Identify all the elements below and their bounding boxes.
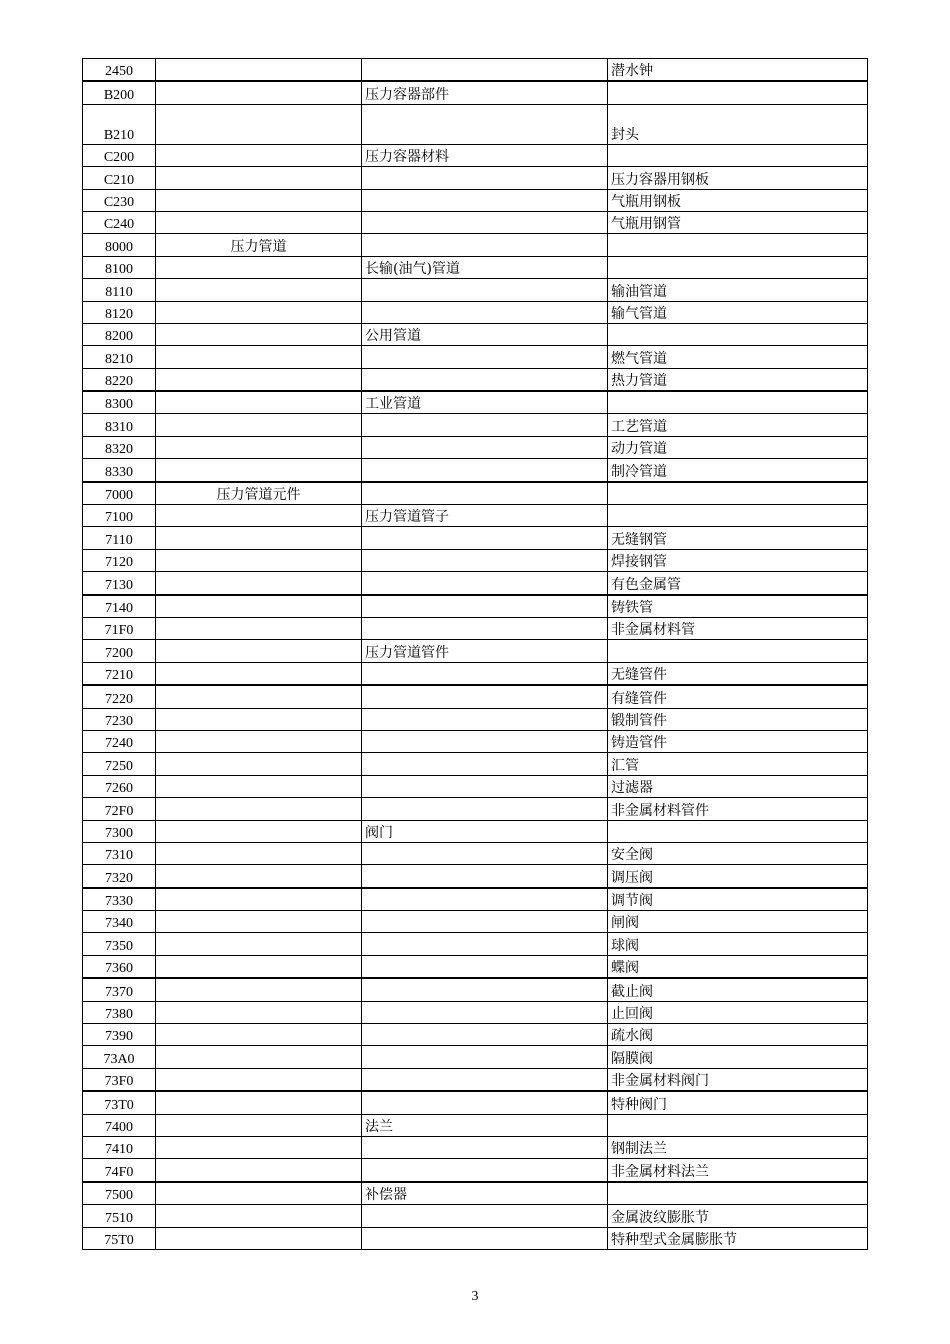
level2-cell bbox=[362, 662, 608, 685]
code-cell: 8100 bbox=[83, 256, 156, 278]
table-row bbox=[83, 234, 868, 256]
level3-cell: 非金属材料管 bbox=[608, 617, 868, 639]
code-cell: 8220 bbox=[83, 368, 156, 391]
table-row bbox=[83, 798, 868, 820]
code-cell: 7410 bbox=[83, 1136, 156, 1158]
level3-cell: 焊接钢管 bbox=[608, 549, 868, 571]
level2-cell bbox=[362, 753, 608, 775]
level3-cell: 过滤器 bbox=[608, 775, 868, 797]
table-row bbox=[83, 730, 868, 752]
level3-cell: 铸铁管 bbox=[608, 595, 868, 618]
level1-cell bbox=[156, 167, 362, 189]
level1-cell bbox=[156, 978, 362, 1001]
table-row bbox=[83, 1227, 868, 1249]
table-row bbox=[83, 753, 868, 775]
level2-cell bbox=[362, 234, 608, 256]
code-cell: 7350 bbox=[83, 933, 156, 955]
level1-cell bbox=[156, 279, 362, 301]
level2-cell bbox=[362, 1091, 608, 1114]
level3-cell bbox=[608, 256, 868, 278]
table-row bbox=[83, 104, 868, 144]
level2-cell bbox=[362, 572, 608, 595]
level1-cell bbox=[156, 1182, 362, 1205]
level3-cell bbox=[608, 234, 868, 256]
level1-cell bbox=[156, 301, 362, 323]
level2-cell bbox=[362, 685, 608, 708]
level2-cell: 压力容器部件 bbox=[362, 81, 608, 104]
level3-cell: 燃气管道 bbox=[608, 346, 868, 368]
table-row bbox=[83, 978, 868, 1001]
level3-cell: 气瓶用钢管 bbox=[608, 211, 868, 233]
level1-cell bbox=[156, 911, 362, 933]
level2-cell bbox=[362, 368, 608, 391]
table-row bbox=[83, 572, 868, 595]
code-cell: 7200 bbox=[83, 640, 156, 662]
level2-cell bbox=[362, 1205, 608, 1227]
level3-cell bbox=[608, 505, 868, 527]
level3-cell bbox=[608, 323, 868, 345]
table-row bbox=[83, 1046, 868, 1068]
code-cell: 7510 bbox=[83, 1205, 156, 1227]
level1-cell bbox=[156, 1024, 362, 1046]
level3-cell: 有色金属管 bbox=[608, 572, 868, 595]
level3-cell: 制冷管道 bbox=[608, 459, 868, 482]
level2-cell bbox=[362, 59, 608, 82]
table-row bbox=[83, 911, 868, 933]
table-row bbox=[83, 368, 868, 391]
code-cell: 71F0 bbox=[83, 617, 156, 639]
level3-cell: 安全阀 bbox=[608, 842, 868, 864]
level3-cell: 热力管道 bbox=[608, 368, 868, 391]
level3-cell: 无缝钢管 bbox=[608, 527, 868, 549]
code-cell: 7260 bbox=[83, 775, 156, 797]
table-row bbox=[83, 59, 868, 82]
code-cell: 7400 bbox=[83, 1114, 156, 1136]
level1-cell bbox=[156, 1046, 362, 1068]
level1-cell bbox=[156, 955, 362, 978]
level1-cell bbox=[156, 685, 362, 708]
code-cell: 7320 bbox=[83, 865, 156, 888]
level1-cell bbox=[156, 1068, 362, 1091]
code-cell: 7210 bbox=[83, 662, 156, 685]
table-row bbox=[83, 81, 868, 104]
table-row bbox=[83, 323, 868, 345]
level1-cell bbox=[156, 820, 362, 842]
table-row bbox=[83, 211, 868, 233]
code-cell: 7230 bbox=[83, 708, 156, 730]
level2-cell bbox=[362, 865, 608, 888]
level3-cell bbox=[608, 144, 868, 166]
level2-cell bbox=[362, 911, 608, 933]
table-row bbox=[83, 640, 868, 662]
level2-cell: 长输(油气)管道 bbox=[362, 256, 608, 278]
level2-cell bbox=[362, 730, 608, 752]
table-row bbox=[83, 279, 868, 301]
table-row bbox=[83, 505, 868, 527]
code-cell: 8320 bbox=[83, 436, 156, 458]
level1-cell bbox=[156, 211, 362, 233]
code-cell: 72F0 bbox=[83, 798, 156, 820]
code-cell: 7120 bbox=[83, 549, 156, 571]
level2-cell bbox=[362, 1001, 608, 1023]
level3-cell: 非金属材料管件 bbox=[608, 798, 868, 820]
level3-cell: 封头 bbox=[608, 104, 868, 144]
level2-cell bbox=[362, 346, 608, 368]
code-cell: C230 bbox=[83, 189, 156, 211]
level2-cell bbox=[362, 279, 608, 301]
level3-cell: 球阀 bbox=[608, 933, 868, 955]
level3-cell: 无缝管件 bbox=[608, 662, 868, 685]
classification-table bbox=[82, 58, 868, 1250]
table-row bbox=[83, 708, 868, 730]
level1-cell bbox=[156, 753, 362, 775]
table-row bbox=[83, 527, 868, 549]
level1-cell bbox=[156, 595, 362, 618]
level3-cell: 有缝管件 bbox=[608, 685, 868, 708]
code-cell: 7360 bbox=[83, 955, 156, 978]
level1-cell bbox=[156, 436, 362, 458]
code-cell: 8300 bbox=[83, 391, 156, 414]
table-row bbox=[83, 144, 868, 166]
code-cell: 7340 bbox=[83, 911, 156, 933]
level2-cell: 压力管道管子 bbox=[362, 505, 608, 527]
level1-cell bbox=[156, 59, 362, 82]
code-cell: 73F0 bbox=[83, 1068, 156, 1091]
level1-cell bbox=[156, 730, 362, 752]
level2-cell: 法兰 bbox=[362, 1114, 608, 1136]
level1-cell bbox=[156, 368, 362, 391]
code-cell: C210 bbox=[83, 167, 156, 189]
code-cell: 7310 bbox=[83, 842, 156, 864]
level1-cell bbox=[156, 1136, 362, 1158]
level3-cell: 闸阀 bbox=[608, 911, 868, 933]
level3-cell: 隔膜阀 bbox=[608, 1046, 868, 1068]
level3-cell: 潜水钟 bbox=[608, 59, 868, 82]
table-row bbox=[83, 1068, 868, 1091]
table-row bbox=[83, 888, 868, 911]
level2-cell bbox=[362, 1136, 608, 1158]
code-cell: 7220 bbox=[83, 685, 156, 708]
table-row bbox=[83, 1091, 868, 1114]
code-cell: 7240 bbox=[83, 730, 156, 752]
table-row bbox=[83, 775, 868, 797]
level3-cell: 调节阀 bbox=[608, 888, 868, 911]
level1-cell: 压力管道 bbox=[156, 234, 362, 256]
level1-cell bbox=[156, 414, 362, 436]
level1-cell bbox=[156, 933, 362, 955]
level1-cell bbox=[156, 527, 362, 549]
level2-cell bbox=[362, 436, 608, 458]
level3-cell: 特种型式金属膨胀节 bbox=[608, 1227, 868, 1249]
level1-cell bbox=[156, 1114, 362, 1136]
level3-cell: 钢制法兰 bbox=[608, 1136, 868, 1158]
level2-cell bbox=[362, 708, 608, 730]
code-cell: 7390 bbox=[83, 1024, 156, 1046]
level3-cell: 特种阀门 bbox=[608, 1091, 868, 1114]
level2-cell bbox=[362, 617, 608, 639]
table-row bbox=[83, 662, 868, 685]
level2-cell bbox=[362, 211, 608, 233]
level3-cell bbox=[608, 1114, 868, 1136]
table-row bbox=[83, 436, 868, 458]
level2-cell bbox=[362, 1046, 608, 1068]
level2-cell bbox=[362, 888, 608, 911]
level3-cell: 金属波纹膨胀节 bbox=[608, 1205, 868, 1227]
table-row bbox=[83, 414, 868, 436]
code-cell: 8330 bbox=[83, 459, 156, 482]
level3-cell bbox=[608, 482, 868, 505]
level1-cell bbox=[156, 865, 362, 888]
table-row bbox=[83, 595, 868, 618]
level1-cell bbox=[156, 775, 362, 797]
code-cell: 7250 bbox=[83, 753, 156, 775]
level2-cell bbox=[362, 549, 608, 571]
level2-cell: 公用管道 bbox=[362, 323, 608, 345]
level1-cell bbox=[156, 549, 362, 571]
table-row bbox=[83, 1001, 868, 1023]
level3-cell: 蝶阀 bbox=[608, 955, 868, 978]
level2-cell bbox=[362, 955, 608, 978]
code-cell: 7370 bbox=[83, 978, 156, 1001]
level1-cell bbox=[156, 1001, 362, 1023]
code-cell: 7380 bbox=[83, 1001, 156, 1023]
table-row bbox=[83, 391, 868, 414]
table-row bbox=[83, 1182, 868, 1205]
code-cell: B200 bbox=[83, 81, 156, 104]
level3-cell bbox=[608, 1182, 868, 1205]
level1-cell bbox=[156, 144, 362, 166]
code-cell: 7130 bbox=[83, 572, 156, 595]
level3-cell bbox=[608, 391, 868, 414]
level3-cell: 止回阀 bbox=[608, 1001, 868, 1023]
level1-cell bbox=[156, 346, 362, 368]
level2-cell bbox=[362, 842, 608, 864]
table-row bbox=[83, 685, 868, 708]
level1-cell bbox=[156, 640, 362, 662]
level2-cell: 工业管道 bbox=[362, 391, 608, 414]
level1-cell bbox=[156, 1159, 362, 1182]
code-cell: 75T0 bbox=[83, 1227, 156, 1249]
level2-cell bbox=[362, 595, 608, 618]
code-cell: 8110 bbox=[83, 279, 156, 301]
level2-cell bbox=[362, 301, 608, 323]
table-body bbox=[83, 59, 868, 1250]
table-row bbox=[83, 933, 868, 955]
level3-cell: 疏水阀 bbox=[608, 1024, 868, 1046]
level3-cell: 工艺管道 bbox=[608, 414, 868, 436]
level3-cell: 非金属材料法兰 bbox=[608, 1159, 868, 1182]
level1-cell bbox=[156, 505, 362, 527]
level2-cell bbox=[362, 414, 608, 436]
table-row bbox=[83, 482, 868, 505]
level3-cell: 输气管道 bbox=[608, 301, 868, 323]
level1-cell bbox=[156, 617, 362, 639]
level1-cell bbox=[156, 391, 362, 414]
table-row bbox=[83, 346, 868, 368]
level1-cell bbox=[156, 798, 362, 820]
table-row bbox=[83, 955, 868, 978]
level2-cell bbox=[362, 775, 608, 797]
table-row bbox=[83, 459, 868, 482]
level1-cell bbox=[156, 323, 362, 345]
level2-cell: 补偿器 bbox=[362, 1182, 608, 1205]
level3-cell: 截止阀 bbox=[608, 978, 868, 1001]
code-cell: 7330 bbox=[83, 888, 156, 911]
level1-cell bbox=[156, 1205, 362, 1227]
level3-cell: 调压阀 bbox=[608, 865, 868, 888]
code-cell: 74F0 bbox=[83, 1159, 156, 1182]
level2-cell bbox=[362, 189, 608, 211]
level2-cell bbox=[362, 527, 608, 549]
code-cell: 7000 bbox=[83, 482, 156, 505]
level2-cell bbox=[362, 1024, 608, 1046]
level3-cell bbox=[608, 820, 868, 842]
level3-cell: 气瓶用钢板 bbox=[608, 189, 868, 211]
level2-cell bbox=[362, 978, 608, 1001]
code-cell: 7300 bbox=[83, 820, 156, 842]
table-row bbox=[83, 189, 868, 211]
code-cell: C240 bbox=[83, 211, 156, 233]
table-row bbox=[83, 549, 868, 571]
table-row bbox=[83, 256, 868, 278]
code-cell: 7140 bbox=[83, 595, 156, 618]
level1-cell bbox=[156, 1227, 362, 1249]
level1-cell bbox=[156, 256, 362, 278]
level1-cell bbox=[156, 842, 362, 864]
code-cell: 8310 bbox=[83, 414, 156, 436]
level3-cell bbox=[608, 81, 868, 104]
level2-cell: 压力容器材料 bbox=[362, 144, 608, 166]
level3-cell bbox=[608, 640, 868, 662]
code-cell: 7110 bbox=[83, 527, 156, 549]
level1-cell bbox=[156, 104, 362, 144]
level1-cell: 压力管道元件 bbox=[156, 482, 362, 505]
level3-cell: 动力管道 bbox=[608, 436, 868, 458]
table-row bbox=[83, 842, 868, 864]
code-cell: 7500 bbox=[83, 1182, 156, 1205]
table-row bbox=[83, 617, 868, 639]
code-cell: 73T0 bbox=[83, 1091, 156, 1114]
level1-cell bbox=[156, 662, 362, 685]
level1-cell bbox=[156, 708, 362, 730]
level1-cell bbox=[156, 459, 362, 482]
page-number: 3 bbox=[471, 1289, 479, 1304]
level1-cell bbox=[156, 189, 362, 211]
code-cell: 8120 bbox=[83, 301, 156, 323]
table-row bbox=[83, 301, 868, 323]
table-row bbox=[83, 1024, 868, 1046]
table-row bbox=[83, 1136, 868, 1158]
level1-cell bbox=[156, 81, 362, 104]
level2-cell bbox=[362, 167, 608, 189]
code-cell: 7100 bbox=[83, 505, 156, 527]
level2-cell bbox=[362, 798, 608, 820]
level2-cell bbox=[362, 933, 608, 955]
level2-cell bbox=[362, 459, 608, 482]
code-cell: 2450 bbox=[83, 59, 156, 82]
table-row bbox=[83, 820, 868, 842]
table-row bbox=[83, 1114, 868, 1136]
level2-cell bbox=[362, 1159, 608, 1182]
code-cell: 73A0 bbox=[83, 1046, 156, 1068]
level2-cell bbox=[362, 1068, 608, 1091]
code-cell: 8210 bbox=[83, 346, 156, 368]
level2-cell bbox=[362, 482, 608, 505]
code-cell: C200 bbox=[83, 144, 156, 166]
code-cell: 8200 bbox=[83, 323, 156, 345]
level1-cell bbox=[156, 888, 362, 911]
level2-cell: 压力管道管件 bbox=[362, 640, 608, 662]
level2-cell: 阀门 bbox=[362, 820, 608, 842]
level3-cell: 汇管 bbox=[608, 753, 868, 775]
level2-cell bbox=[362, 104, 608, 144]
table-row bbox=[83, 167, 868, 189]
level3-cell: 铸造管件 bbox=[608, 730, 868, 752]
level3-cell: 非金属材料阀门 bbox=[608, 1068, 868, 1091]
level3-cell: 压力容器用钢板 bbox=[608, 167, 868, 189]
table-row bbox=[83, 1159, 868, 1182]
level1-cell bbox=[156, 572, 362, 595]
table-row bbox=[83, 1205, 868, 1227]
code-cell: B210 bbox=[83, 104, 156, 144]
level1-cell bbox=[156, 1091, 362, 1114]
level2-cell bbox=[362, 1227, 608, 1249]
table-row bbox=[83, 865, 868, 888]
level3-cell: 锻制管件 bbox=[608, 708, 868, 730]
level3-cell: 输油管道 bbox=[608, 279, 868, 301]
code-cell: 8000 bbox=[83, 234, 156, 256]
